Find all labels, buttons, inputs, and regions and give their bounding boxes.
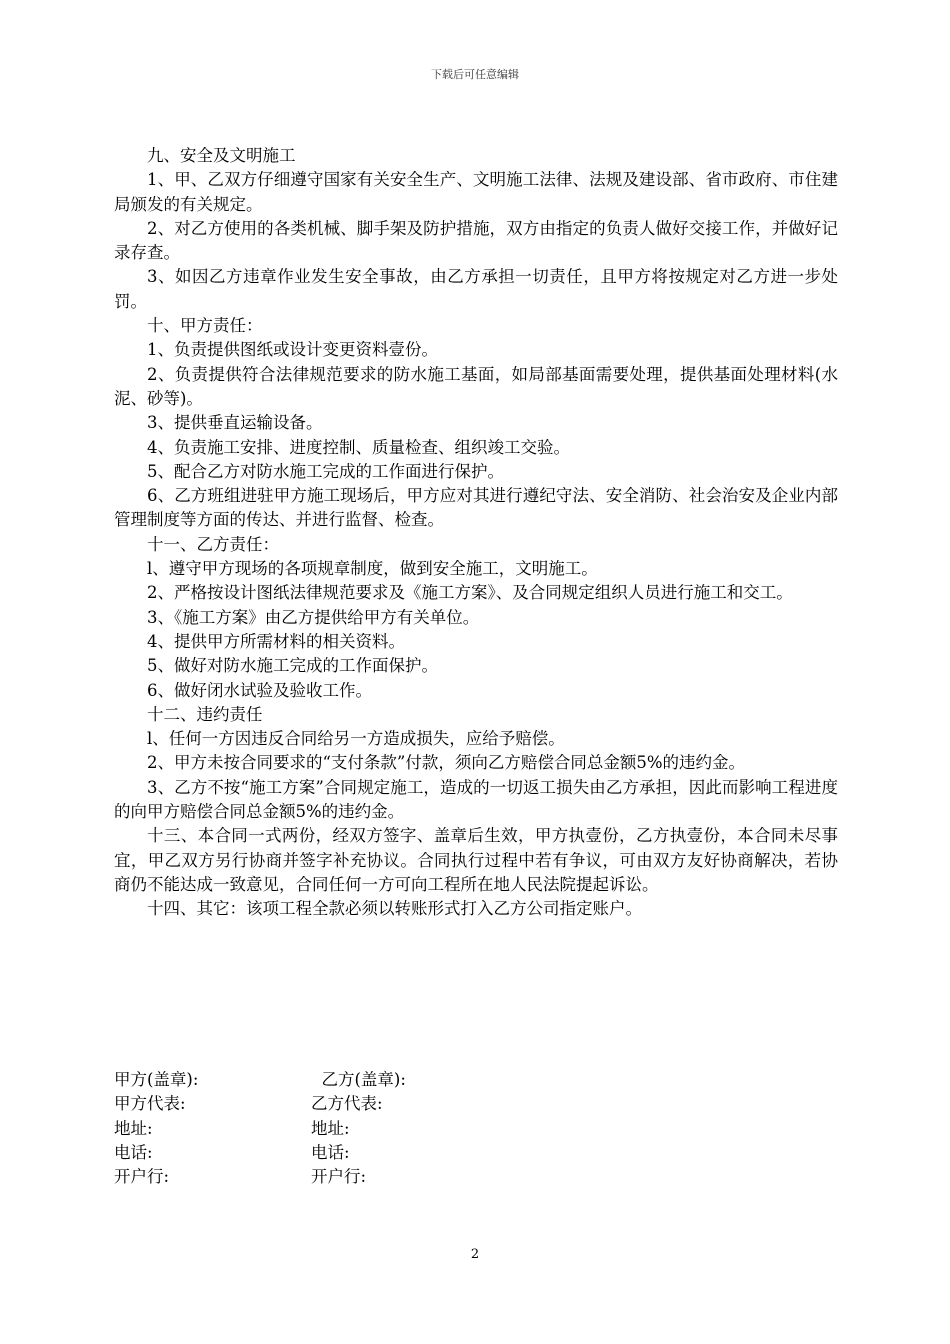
paragraph: 2、甲方未按合同要求的“支付条款”付款，须向乙方赔偿合同总金额5%的违约金。 <box>147 753 746 773</box>
section-heading-breach: 十二、违约责任 <box>147 704 263 724</box>
signature-row-phone <box>114 1141 838 1165</box>
paragraph: 1、甲、乙双方仔细遵守国家有关安全生产、文明施工法律、法规及建设部、省市政府、市住建局颁发的有关规定。 <box>114 170 838 214</box>
paragraph: 4、提供甲方所需材料的相关资料。 <box>147 631 405 651</box>
paragraph: 2、负责提供符合法律规范要求的防水施工基面，如局部基面需要处理，提供基面处理材料(水泥、砂等)。 <box>114 364 838 408</box>
section-heading-safety: 九、安全及文明施工 <box>147 146 296 165</box>
page-number: 2 <box>470 1247 480 1262</box>
signature-row-address <box>114 1117 838 1141</box>
paragraph: 6、乙方班组进驻甲方施工现场后，甲方应对其进行遵纪守法、安全消防、社会治安及企业内部管理制度等方面的传达、并进行监督、检查。 <box>114 486 838 530</box>
party-b-phone-label: 电话: <box>311 1142 350 1162</box>
paragraph: 3、提供垂直运输设备。 <box>147 413 323 433</box>
paragraph: 2、对乙方使用的各类机械、脚手架及防护措施，双方由指定的负责人做好交接工作，并做好记录存查。 <box>114 218 838 263</box>
party-a-phone-label: 电话: <box>114 1142 153 1162</box>
party-b-address-label: 地址: <box>311 1118 350 1138</box>
section-clause-copies: 十三、本合同一式两份，经双方签字、盖章后生效，甲方执壹份，乙方执壹份，本合同未尽事宜，甲乙双方另行协商并签字补充协议。合同执行过程中若有争议，可由双方友好协商解决，若协商仍不能达成一致意见，合同任何一方可向工程所在地人民法院提起诉讼。 <box>114 826 838 894</box>
party-b-representative-label: 乙方代表: <box>311 1094 383 1114</box>
paragraph: 6、做好闭水试验及验收工作。 <box>147 680 372 700</box>
section-clause-other: 十四、其它：该项工程全款必须以转账形式打入乙方公司指定账户。 <box>147 899 642 919</box>
signature-block <box>114 1068 838 1189</box>
header-note: 下载后可任意编辑 <box>431 68 519 81</box>
signature-row-representative <box>114 1092 838 1116</box>
paragraph: 3、《施工方案》由乙方提供给甲方有关单位。 <box>147 607 480 627</box>
party-a-seal-label: 甲方(盖章): <box>114 1070 199 1089</box>
signature-row-seal <box>114 1068 838 1092</box>
party-b-bank-label: 开户行: <box>311 1167 367 1187</box>
section-heading-party-b: 十一、乙方责任： <box>147 534 279 554</box>
paragraph: 5、做好对防水施工完成的工作面保护。 <box>147 656 438 676</box>
party-b-seal-label: 乙方(盖章): <box>311 1070 406 1089</box>
section-heading-party-a: 十、甲方责任： <box>147 316 263 336</box>
paragraph: 1、负责提供图纸或设计变更资料壹份。 <box>147 340 438 360</box>
paragraph: 3、如因乙方违章作业发生安全事故，由乙方承担一切责任，且甲方将按规定对乙方进一步处罚。 <box>114 267 838 311</box>
paragraph: l、任何一方因违反合同给另一方造成损失，应给予赔偿。 <box>147 729 565 749</box>
signature-row-bank <box>114 1165 838 1189</box>
paragraph: 4、负责施工安排、进度控制、质量检查、组织竣工交验。 <box>147 437 570 457</box>
paragraph: l、遵守甲方现场的各项规章制度，做到安全施工，文明施工。 <box>147 559 598 579</box>
paragraph: 2、严格按设计图纸法律规范要求及《施工方案》、及合同规定组织人员进行施工和交工。 <box>147 583 793 603</box>
contract-body <box>114 144 838 922</box>
paragraph: 5、配合乙方对防水施工完成的工作面进行保护。 <box>147 461 504 481</box>
paragraph: 3、乙方不按“施工方案”合同规定施工，造成的一切返工损失由乙方承担，因此而影响工程进度的向甲方赔偿合同总金额5%的违约金。 <box>114 777 838 822</box>
party-a-bank-label: 开户行: <box>114 1167 170 1187</box>
party-a-address-label: 地址: <box>114 1118 153 1138</box>
party-a-representative-label: 甲方代表: <box>114 1094 186 1114</box>
